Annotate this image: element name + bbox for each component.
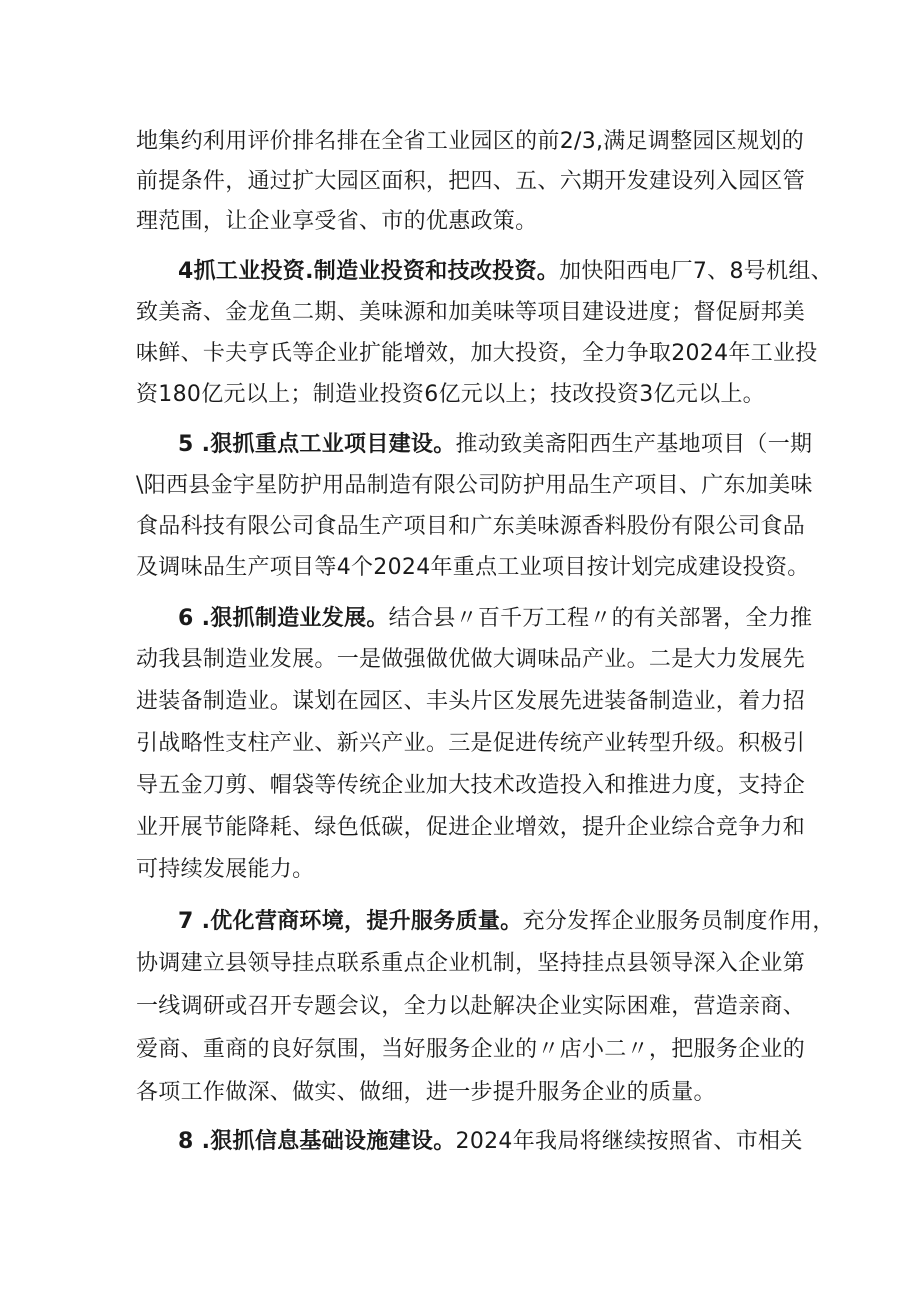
text-run: 推动致美斋阳西生产基地项目（一期 (455, 432, 813, 457)
text-run: 导五金刀剪、帽袋等传统企业加大技术改造投入和推进力度，支持企 (136, 773, 806, 798)
paragraph-5-line-5 (136, 1074, 716, 1112)
paragraph-4-line-2 (136, 641, 805, 679)
text-run: 及调味品生产项目等4个2024年重点工业项目按计划完成建设投资。 (136, 555, 810, 580)
paragraph-5-line-2 (136, 945, 805, 983)
paragraph-2-line-1 (178, 253, 833, 291)
paragraph-2-line-4 (136, 376, 765, 414)
text-run: 协调建立县领导挂点联系重点企业机制，坚持挂点县领导深入企业第 (136, 951, 806, 976)
text-run: 资180亿元以上；制造业投资6亿元以上；技改投资3亿元以上。 (136, 382, 765, 407)
text-run: 进装备制造业。谋划在园区、丰头片区发展先进装备制造业，着力招 (136, 689, 806, 714)
text-run: 地集约利用评价排名排在全省工业园区的前2/3,满足调整园区规划的 (136, 129, 805, 154)
paragraph-3-line-1 (178, 426, 812, 464)
paragraph-4-line-3 (136, 683, 805, 721)
paragraph-4-line-5 (136, 767, 805, 805)
paragraph-4-line-7 (136, 851, 314, 889)
paragraph-4-line-6 (136, 809, 805, 847)
text-run: 致美斋、金龙鱼二期、美味源和加美味等项目建设进度；督促厨邦美 (136, 300, 806, 325)
paragraph-4-line-4 (136, 725, 805, 763)
section-heading: 6 .狠抓制造业发展。 (178, 606, 389, 631)
text-run: 2024年我局将继续按照省、市相关 (455, 1129, 803, 1154)
paragraph-4-line-1 (178, 600, 812, 638)
paragraph-2-line-2 (136, 294, 805, 332)
text-run: 动我县制造业发展。一是做强做优做大调味品产业。二是大力发展先 (136, 647, 806, 672)
paragraph-3-line-2 (136, 467, 813, 505)
text-run: 加快阳西电厂7、8号机组、 (559, 259, 833, 284)
paragraph-6-line-1 (178, 1123, 803, 1161)
paragraph-1-line-3 (136, 203, 537, 241)
section-heading: 5 .狠抓重点工业项目建设。 (178, 432, 456, 457)
paragraph-3-line-4 (136, 549, 810, 587)
text-run: 爱商、重商的良好氛围，当好服务企业的〃店小二〃，把服务企业的 (136, 1037, 806, 1062)
paragraph-3-line-3 (136, 508, 805, 546)
paragraph-1-line-2 (136, 163, 805, 201)
section-heading: 4抓工业投资.制造业投资和技改投资。 (178, 259, 560, 284)
text-run: 充分发挥企业服务员制度作用， (522, 909, 835, 934)
text-run: 理范围，让企业享受省、市的优惠政策。 (136, 209, 538, 234)
section-heading: 8 .狠抓信息基础设施建设。 (178, 1129, 456, 1154)
text-run: 前提条件，通过扩大园区面积，把四、五、六期开发建设列入园区管 (136, 169, 806, 194)
paragraph-1-line-1 (136, 123, 804, 161)
text-run: \阳西县金宇星防护用品制造有限公司防护用品生产项目、广东加美味 (136, 473, 813, 498)
text-run: 各项工作做深、做实、做细，进一步提升服务企业的质量。 (136, 1080, 716, 1105)
paragraph-5-line-1 (178, 903, 835, 941)
text-run: 可持续发展能力。 (136, 857, 315, 882)
text-run: 一线调研或召开专题会议，全力以赴解决企业实际困难，营造亲商、 (136, 994, 806, 1019)
paragraph-5-line-3 (136, 988, 805, 1026)
text-run: 结合县〃百千万工程〃的有关部署，全力推 (388, 606, 813, 631)
text-run: 食品科技有限公司食品生产项目和广东美味源香料股份有限公司食品 (136, 514, 806, 539)
text-run: 业开展节能降耗、绿色低碳，促进企业增效，提升企业综合竞争力和 (136, 815, 806, 840)
text-run: 引战略性支柱产业、新兴产业。三是促进传统产业转型升级。积极引 (136, 731, 806, 756)
section-heading: 7 .优化营商环境，提升服务质量。 (178, 909, 523, 934)
paragraph-5-line-4 (136, 1031, 805, 1069)
paragraph-2-line-3 (136, 335, 818, 373)
text-run: 味鲜、卡夫亨氏等企业扩能增效，加大投资，全力争取2024年工业投 (136, 341, 818, 366)
